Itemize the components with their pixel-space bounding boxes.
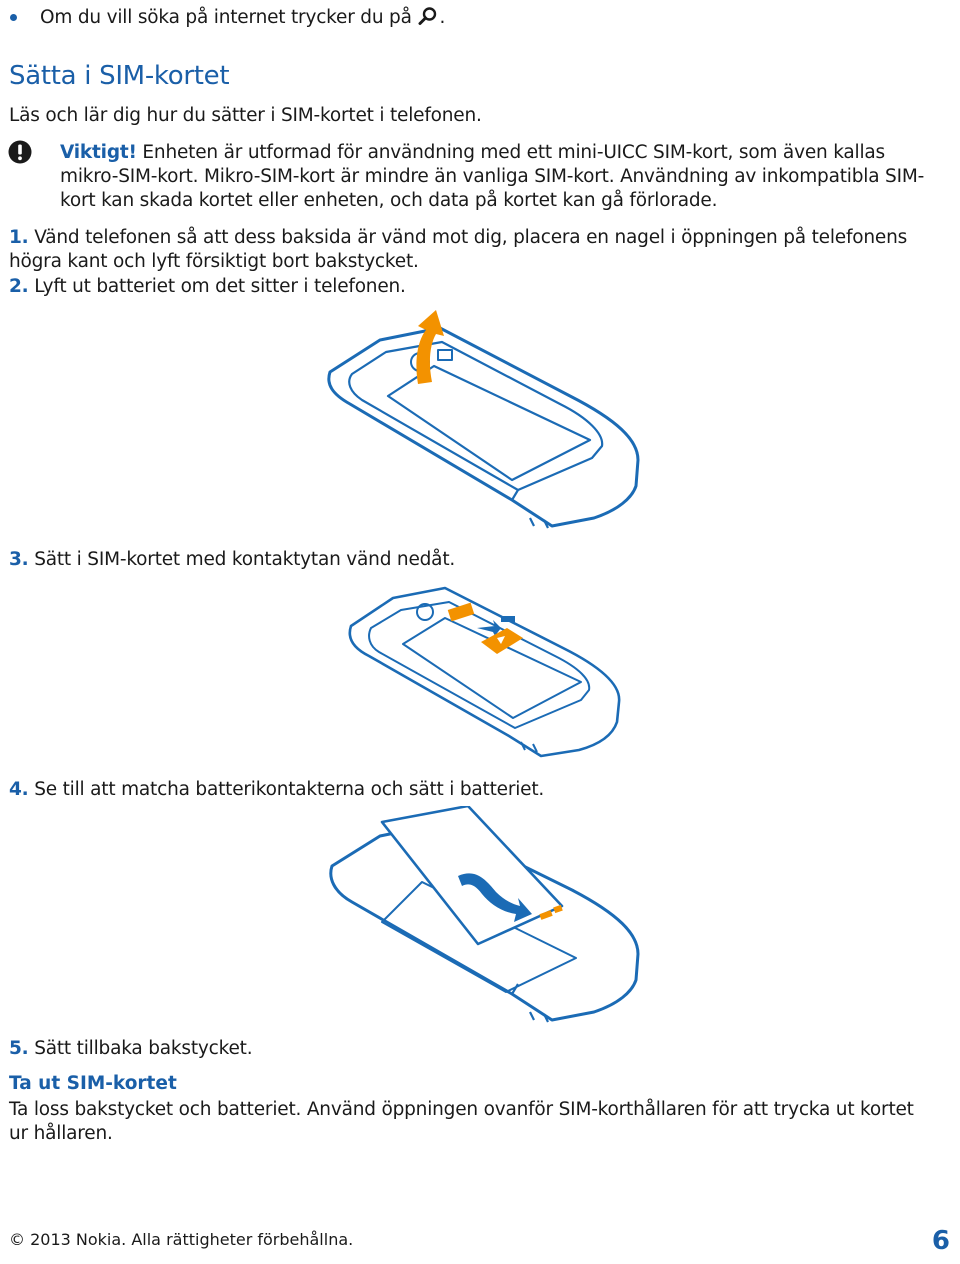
step-text: Sätt i SIM-kortet med kontaktytan vänd nedåt.: [28, 549, 456, 570]
bullet-line: [40, 6, 445, 30]
step-text: Sätt tillbaka bakstycket.: [28, 1038, 253, 1059]
important-line-1: [60, 141, 885, 165]
search-icon: [418, 6, 438, 26]
remove-sim-title: Ta ut SIM-kortet: [9, 1073, 177, 1094]
remove-sim-line-1: Ta loss bakstycket och batteriet. Använd öppningen ovanför SIM-korthållaren för att trycka ut kortet: [9, 1099, 914, 1120]
step-number: 4.: [9, 779, 29, 800]
important-text-1: Enheten är utformad för användning med ett mini-UICC SIM-kort, som även kallas: [136, 142, 885, 163]
bullet-dot: [10, 14, 17, 21]
step-1-continued: högra kant och lyft försiktigt bort bakstycket.: [9, 251, 419, 272]
figure-insert-battery: [326, 806, 642, 1026]
step-3: [9, 548, 455, 572]
step-number: 1.: [9, 227, 29, 248]
footer-copyright: © 2013 Nokia. Alla rättigheter förbehållna.: [9, 1230, 354, 1249]
important-line-3: kort kan skada kortet eller enheten, och data på kortet kan gå förlorade.: [60, 190, 718, 211]
step-number: 3.: [9, 549, 29, 570]
important-line-2: mikro-SIM-kort. Mikro-SIM-kort är mindre än vanliga SIM-kort. Användning av inkompatibla SIM-: [60, 166, 925, 187]
figure-remove-battery: [322, 300, 642, 532]
step-2: [9, 275, 406, 299]
page-number: 6: [931, 1226, 950, 1256]
step-1: [9, 226, 907, 250]
step-5: [9, 1037, 252, 1061]
step-text: Vänd telefonen så att dess baksida är vänd mot dig, placera en nagel i öppningen på telefonens: [28, 227, 908, 248]
step-text: Se till att matcha batterikontakterna och sätt i batteriet.: [28, 779, 545, 800]
warning-icon: [8, 140, 32, 164]
bullet-end: .: [439, 7, 446, 28]
figure-insert-sim: [345, 576, 625, 760]
remove-sim-line-2: ur hållaren.: [9, 1123, 113, 1144]
section-title: Sätta i SIM-kortet: [9, 61, 230, 91]
step-number: 2.: [9, 276, 29, 297]
step-4: [9, 778, 544, 802]
section-intro: Läs och lär dig hur du sätter i SIM-kortet i telefonen.: [9, 105, 482, 126]
step-number: 5.: [9, 1038, 29, 1059]
important-label: Viktigt!: [60, 142, 137, 163]
step-text: Lyft ut batteriet om det sitter i telefonen.: [28, 276, 406, 297]
bullet-text: Om du vill söka på internet trycker du på: [40, 7, 412, 28]
